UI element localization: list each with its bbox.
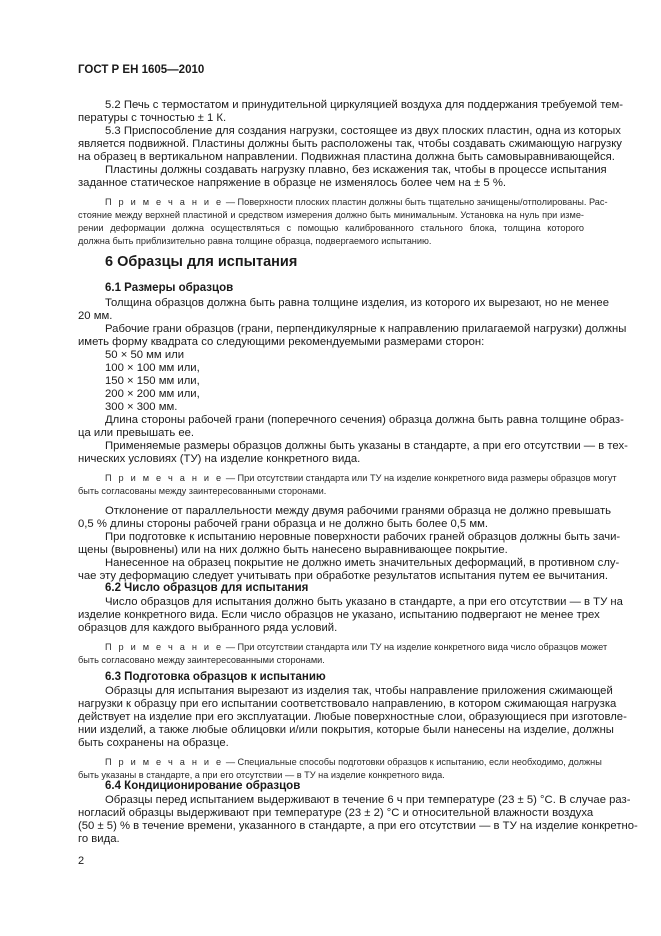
paragraph-line: ца или превышать ее. [78,427,195,439]
subsection-heading: 6.4 Кондиционирование образцов [105,780,301,792]
paragraph-line: нии изделий, а также любые облицовки и/или покрытия, которые были нанесены на изделие, должны [78,724,614,736]
note-line [105,755,602,769]
note-line: стояние между верхней пластиной и средством измерения должно быть минимальным. Установка на нуль при изме- [78,210,584,220]
note-text: — При отсутствии стандарта или ТУ на изделие конкретного вида размеры образцов могут [223,473,617,483]
paragraph-line: является подвижной. Пластины должны быть расположены так, чтобы создавать сжимающую нагрузку [78,138,622,150]
note-text: — Поверхности плоских пластин должны быть тщательно зачищены/отполированы. Рас- [223,197,608,207]
note-label: П р и м е ч а н и е [105,473,224,483]
paragraph-line: щены (выровнены) или на них должно быть нанесено выравнивающее покрытие. [78,544,508,556]
subsection-heading: 6.2 Число образцов для испытания [105,582,309,594]
paragraph-line: Толщина образцов должна быть равна толщине изделия, из которого их вырезают, но не менее [105,297,609,309]
paragraph-line: Рабочие грани образцов (грани, перпендикулярные к направлению прилагаемой нагрузки) должны [105,323,627,335]
paragraph-line: Нанесенное на образец покрытие не должно иметь значительных деформаций, в противном слу- [105,557,620,569]
paragraph-line: 5.3 Приспособление для создания нагрузки, состоящее из двух плоских пластин, одна из которых [105,125,621,137]
note-line: должна быть приблизительно равна толщине образца, подвергаемого испытанию. [78,236,432,246]
paragraph-line: Пластины должны создавать нагрузку плавно, без искажения так, чтобы в процессе испытания [105,164,607,176]
note-label: П р и м е ч а н и е [105,642,224,652]
subsection-heading: 6.1 Размеры образцов [105,282,234,294]
paragraph-line: нических условиях (ТУ) на изделие конкретного вида. [78,453,361,465]
note-label: П р и м е ч а н и е [105,757,224,767]
paragraph-line: 5.2 Печь с термостатом и принудительной циркуляцией воздуха для поддержания требуемой тем- [105,99,624,111]
note-line: рении деформации должна осуществляться с помощью калиброванного стального блока, толщина которого [78,223,584,233]
list-item: 100 × 100 мм или, [105,362,200,374]
document-header: ГОСТ Р ЕН 1605—2010 [78,64,205,76]
paragraph-line: Образцы перед испытанием выдерживают в течение 6 ч при температуре (23 ± 5) °С. В случае раз- [105,794,631,806]
paragraph-line: быть сохранены на образце. [78,737,229,749]
paragraph-line: Применяемые размеры образцов должны быть указаны в стандарте, а при его отсутствии — в тех- [105,440,628,452]
list-item: 300 × 300 мм. [105,401,178,413]
note-line [105,195,608,209]
note-label: П р и м е ч а н и е [105,197,224,207]
section-heading: 6 Образцы для испытания [105,254,298,270]
paragraph-line: Отклонение от параллельности между двумя рабочими гранями образца не должно превышать [105,505,612,517]
paragraph-line: го вида. [78,833,120,845]
paragraph-line: изделие конкретного вида. Если число образцов не указано, испытанию подвергают не менее трех [78,609,600,621]
paragraph-line: иметь форму квадрата со следующими рекомендуемыми размерами сторон: [78,336,485,348]
paragraph-line: 0,5 % длины стороны рабочей грани образца и не должно быть более 0,5 мм. [78,518,489,530]
paragraph-line: на образец в вертикальном направлении. Подвижная пластина должна быть самовыравнивающейся. [78,151,615,163]
paragraph-line: пературы с точностью ± 1 К. [78,112,227,124]
note-line [105,471,617,485]
list-item: 200 × 200 мм или, [105,388,200,400]
paragraph-line: чае эту деформацию следует учитывать при обработке результатов испытания путем ее вычитания. [78,570,608,582]
paragraph-line: образцов для каждого выбранного ряда условий. [78,622,338,634]
list-item: 50 × 50 мм или [105,349,185,361]
note-text: — Специальные способы подготовки образцов к испытанию, если необходимо, должны [223,757,602,767]
paragraph-line: действует на изделие при его эксплуатации. Любые поверхностные слои, образующиеся при изготовле- [78,711,627,723]
note-line: быть указаны в стандарте, а при его отсутствии — в ТУ на изделие конкретного вида. [78,770,445,780]
list-item: 150 × 150 мм или, [105,375,200,387]
paragraph-line: Образцы для испытания вырезают из изделия так, чтобы направление приложения сжимающей [105,685,613,697]
paragraph-line: 20 мм. [78,310,113,322]
paragraph-line: ногласий образцы выдерживают при температуре (23 ± 2) °С и относительной влажности воздуха [78,807,594,819]
paragraph-line: Длина стороны рабочей грани (поперечного сечения) образца должна быть равна толщине образ- [105,414,624,426]
note-line: быть согласованы между заинтересованными сторонами. [78,486,327,496]
note-text: — При отсутствии стандарта или ТУ на изделие конкретного вида число образцов может [223,642,608,652]
paragraph-line: нагрузки к образцу при его испытании соответствовало направлению, в котором сжимающая нагрузка [78,698,617,710]
paragraph-line: При подготовке к испытанию неровные поверхности рабочих граней образцов должны быть зачи- [105,531,621,543]
paragraph-line: (50 ± 5) % в течение времени, указанного в стандарте, а при его отсутствии — в ТУ на изделие конкретно- [78,820,638,832]
paragraph-line: заданное статическое напряжение в образце не изменялось более чем на ± 5 %. [78,177,507,189]
page-number: 2 [78,855,85,867]
note-line: быть согласовано между заинтересованными сторонами. [78,655,325,665]
paragraph-line: Число образцов для испытания должно быть указано в стандарте, а при его отсутствии — в ТУ на [105,596,623,608]
note-line [105,640,608,654]
subsection-heading: 6.3 Подготовка образцов к испытанию [105,671,326,683]
